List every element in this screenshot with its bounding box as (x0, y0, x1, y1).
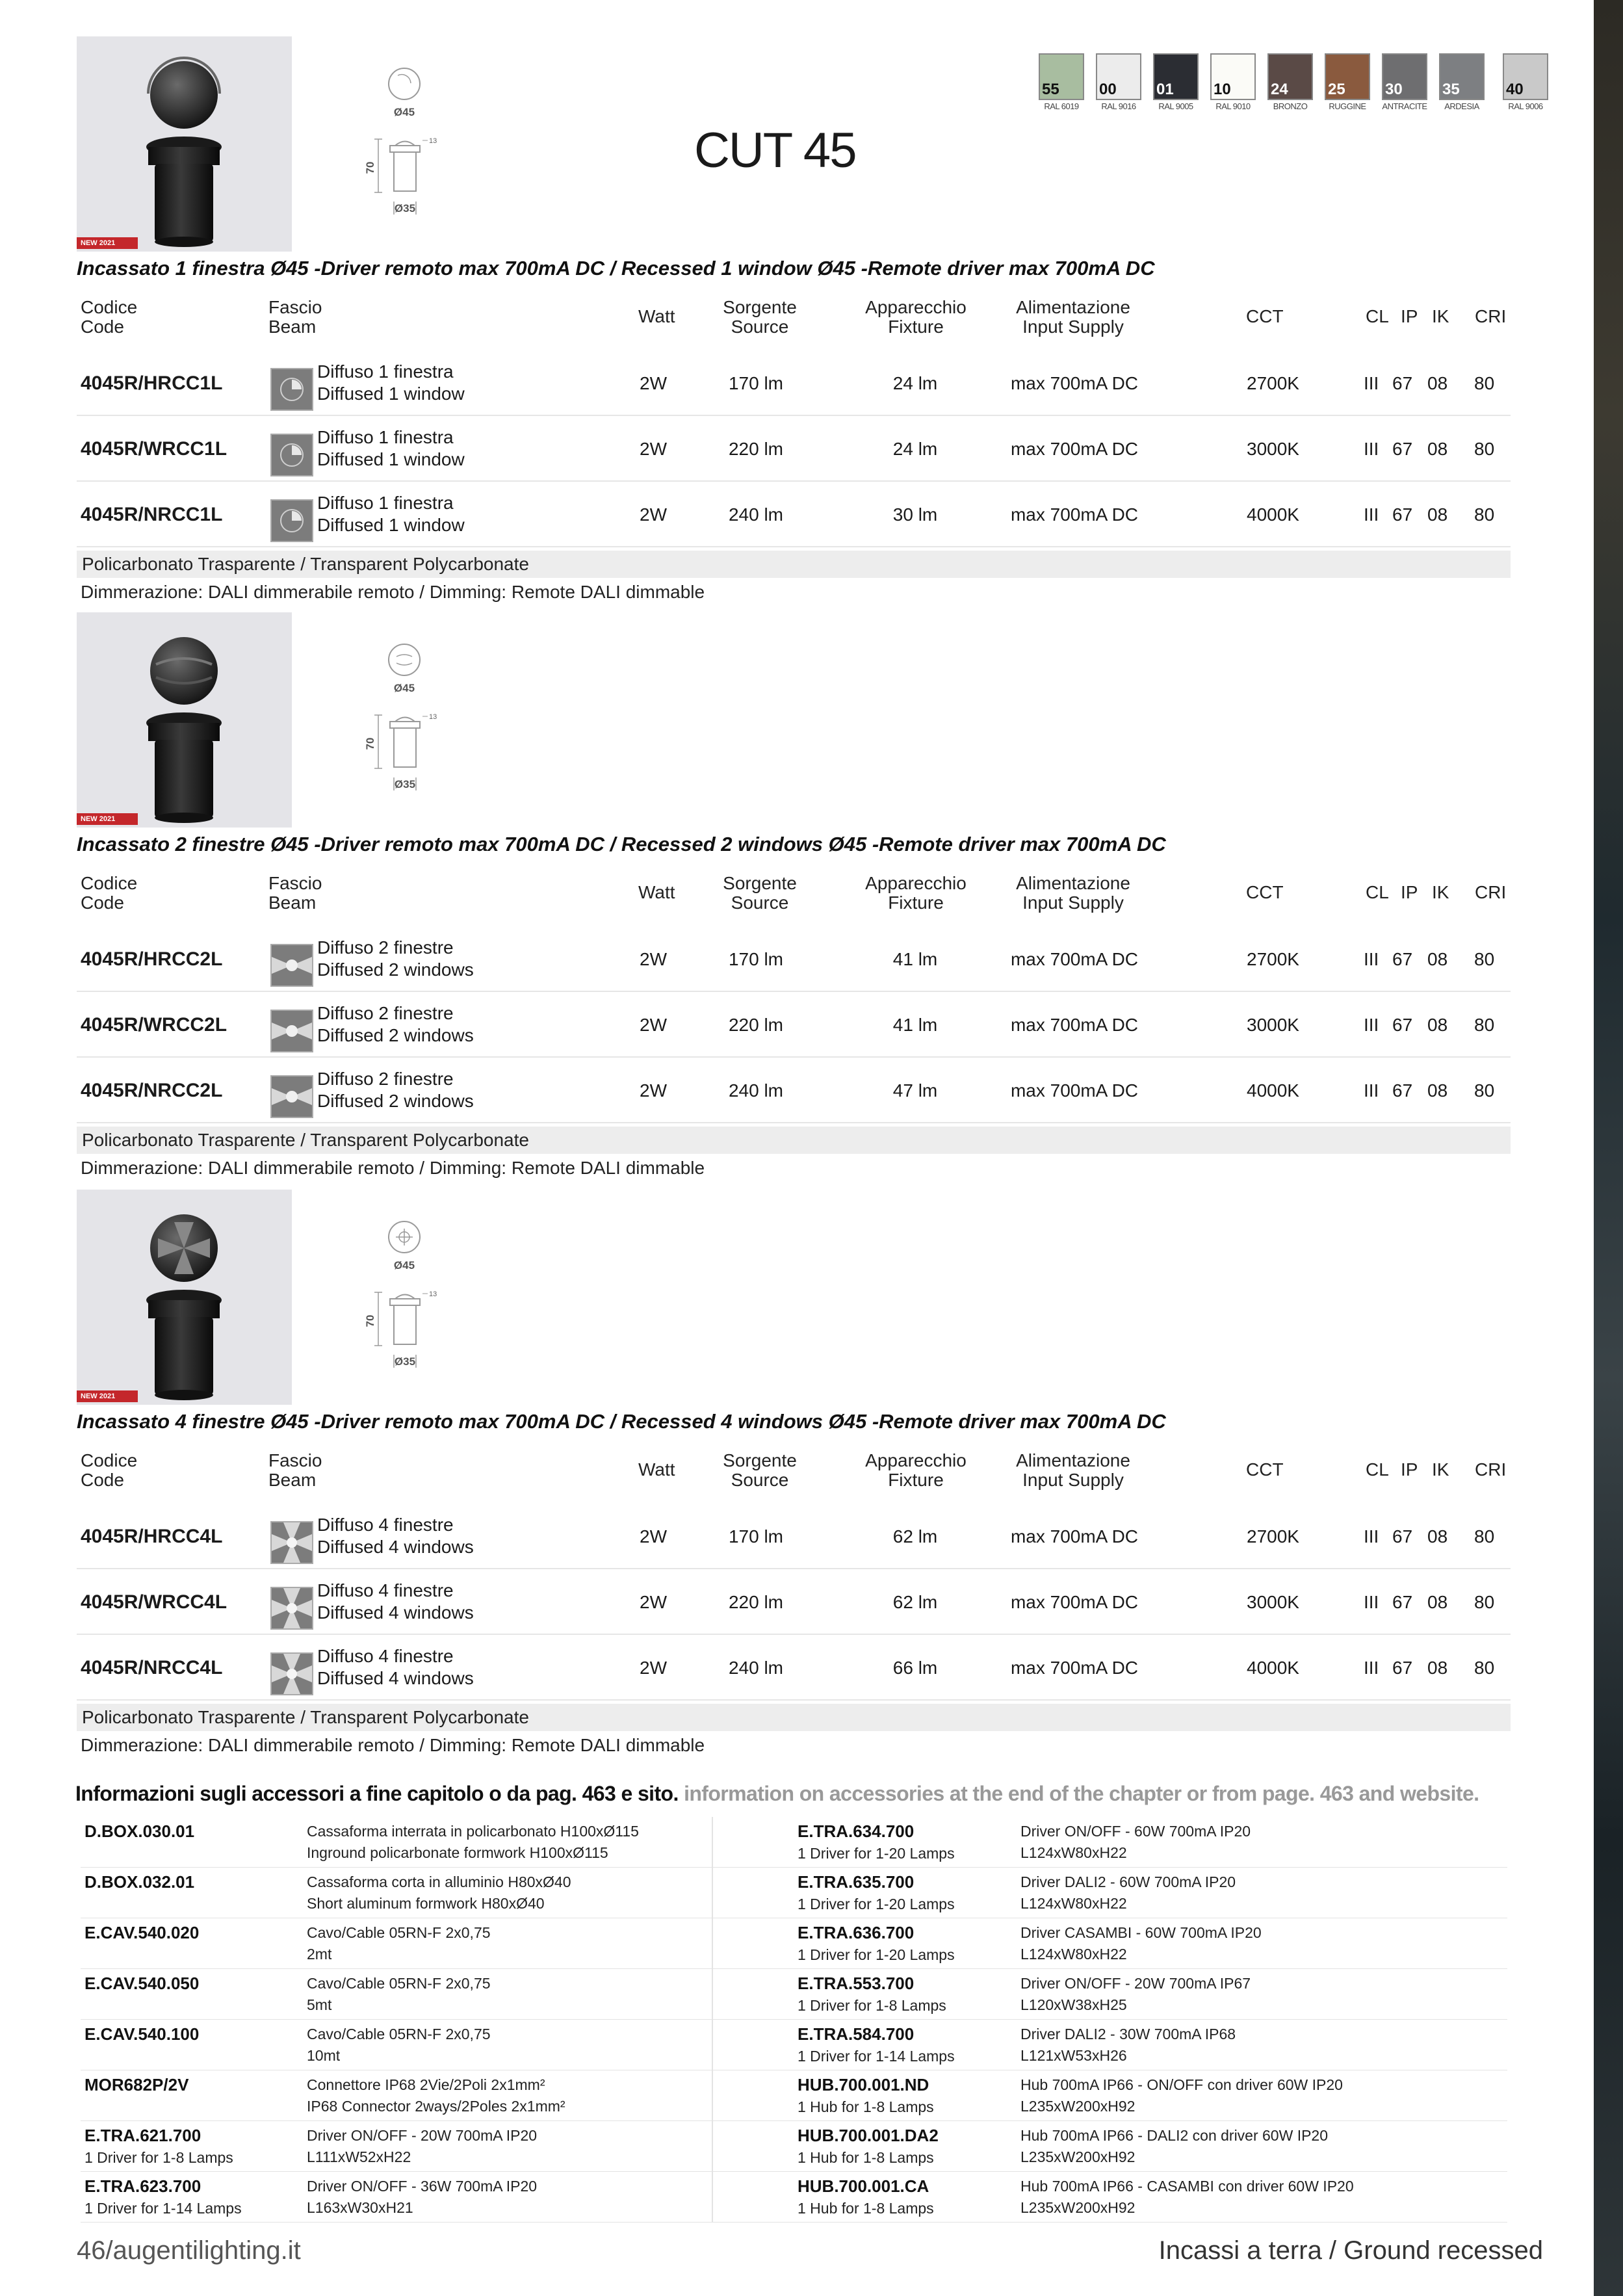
header-ip: IP (1401, 1459, 1418, 1480)
product-code: 4045R/WRCC1L (81, 438, 227, 460)
accessory-code: MOR682P/2V (84, 2075, 189, 2094)
accessory-code: HUB.700.001.CA 1 Hub for 1-8 Lamps (798, 2176, 934, 2217)
header-cct: CCT (1246, 1459, 1284, 1480)
cl-value: III (1364, 1592, 1379, 1612)
product-code: 4045R/NRCC4L (81, 1657, 223, 1678)
swatch-code: 30 (1385, 81, 1403, 98)
drawing-flange: 13 (429, 713, 437, 721)
swatch-label: RAL 9010 (1215, 101, 1251, 111)
accessory-code: E.TRA.621.700 1 Driver for 1-8 Lamps (84, 2126, 233, 2166)
header-source: Sorgente Source (723, 873, 797, 913)
header-beam: Fascio Beam (268, 1450, 322, 1490)
watt-value: 2W (640, 1526, 667, 1546)
source-lumen: 220 lm (728, 439, 784, 459)
header-supply: Alimentazione Input Supply (1016, 297, 1130, 337)
finish-swatch (1503, 53, 1548, 111)
swatch-code: 55 (1042, 81, 1059, 98)
ik-value: 08 (1427, 1658, 1448, 1678)
ip-value: 67 (1392, 373, 1413, 393)
drawing-height: 70 (364, 1314, 376, 1327)
drawing-diameter-bottom: Ø35 (394, 1355, 416, 1368)
cl-value: III (1364, 504, 1379, 525)
drawing-diameter-top: Ø45 (393, 1259, 415, 1272)
cl-value: III (1364, 1658, 1379, 1678)
material-note: Policarbonato Trasparente / Transparent Polycarbonate (77, 551, 1511, 578)
accessory-code: E.CAV.540.020 (84, 1923, 200, 1942)
finish-swatch (1210, 53, 1256, 111)
beam-description: Diffuso 2 finestre Diffused 2 windows (317, 1003, 474, 1045)
source-lumen: 220 lm (728, 1592, 784, 1612)
background-photo-edge (1594, 0, 1623, 2296)
accessory-code: HUB.700.001.DA2 1 Hub for 1-8 Lamps (798, 2126, 939, 2166)
ik-value: 08 (1427, 504, 1448, 525)
table-row[interactable] (77, 417, 1511, 482)
fixture-lumen: 41 lm (892, 949, 938, 969)
product-title: CUT 45 (694, 123, 856, 178)
ip-value: 67 (1392, 949, 1413, 969)
header-ik: IK (1432, 1459, 1449, 1480)
footer-page-site[interactable]: 46/augentilighting.it (77, 2236, 301, 2265)
cl-value: III (1364, 1015, 1379, 1035)
drawing-height: 70 (364, 161, 376, 174)
cl-value: III (1364, 949, 1379, 969)
finish-swatch (1382, 53, 1427, 111)
accessory-code: E.TRA.623.700 1 Driver for 1-14 Lamps (84, 2176, 242, 2217)
dimming-note: Dimmerazione: DALI dimmerabile remoto / Dimming: Remote DALI dimmable (81, 582, 705, 602)
accessory-row[interactable] (81, 2070, 1507, 2121)
drawing-flange: 13 (429, 137, 437, 145)
header-beam: Fascio Beam (268, 873, 322, 913)
section-heading: Incassato 2 finestre Ø45 -Driver remoto max 700mA DC / Recessed 2 windows Ø45 -Remote driver max 700mA DC (77, 833, 1166, 855)
finish-swatch (1153, 53, 1199, 111)
accessory-description: Driver DALI2 - 30W 700mA IP68 L121xW53xH26 (1020, 2026, 1236, 2064)
cri-value: 80 (1474, 439, 1495, 459)
watt-value: 2W (640, 504, 667, 525)
swatch-label: ANTRACITE (1382, 101, 1427, 111)
new-badge: NEW 2021 (77, 237, 138, 249)
finish-swatch (1039, 53, 1084, 111)
ip-value: 67 (1392, 1658, 1413, 1678)
header-code: Codice Code (81, 297, 138, 337)
accessory-description: Cassaforma corta in alluminio H80xØ40 Short aluminum formwork H80xØ40 (307, 1873, 571, 1912)
swatch-code: 01 (1156, 81, 1174, 98)
header-ip: IP (1401, 306, 1418, 326)
swatch-label: RAL 9006 (1508, 101, 1543, 111)
accessory-description: Cavo/Cable 05RN-F 2x0,75 2mt (307, 1924, 491, 1963)
beam-description: Diffuso 4 finestre Diffused 4 windows (317, 1580, 474, 1623)
header-cl: CL (1366, 882, 1389, 902)
header-source: Sorgente Source (723, 297, 797, 337)
header-cct: CCT (1246, 306, 1284, 326)
swatch-label: RUGGINE (1329, 101, 1366, 111)
drawing-diameter-bottom: Ø35 (394, 778, 416, 790)
drawing-diameter-bottom: Ø35 (394, 202, 416, 215)
swatch-color (1153, 53, 1199, 100)
swatch-code: 35 (1442, 81, 1460, 98)
swatch-label: RAL 9016 (1101, 101, 1136, 111)
technical-drawing (364, 638, 468, 807)
accessory-row[interactable] (81, 1817, 1507, 1868)
cl-value: III (1364, 1080, 1379, 1101)
product-photo (77, 612, 292, 828)
watt-value: 2W (640, 373, 667, 393)
header-code: Codice Code (81, 873, 138, 913)
new-badge: NEW 2021 (77, 1390, 138, 1402)
finish-swatch (1325, 53, 1370, 111)
accessory-row[interactable] (81, 1868, 1507, 1918)
accessory-row[interactable] (81, 2020, 1507, 2070)
cri-value: 80 (1474, 1526, 1495, 1546)
cri-value: 80 (1474, 949, 1495, 969)
header-cl: CL (1366, 306, 1389, 326)
table-row[interactable] (77, 351, 1511, 416)
fixture-lumen: 41 lm (892, 1015, 938, 1035)
header-ip: IP (1401, 882, 1418, 902)
input-supply: max 700mA DC (1010, 1015, 1139, 1035)
input-supply: max 700mA DC (1010, 1658, 1139, 1678)
accessory-description: Hub 700mA IP66 - CASAMBI con driver 60W IP20 L235xW200xH92 (1020, 2178, 1354, 2216)
spec-table-header (81, 874, 1511, 919)
accessory-code: E.TRA.635.700 1 Driver for 1-20 Lamps (798, 1872, 955, 1912)
cct-value: 4000K (1247, 504, 1299, 525)
swatch-code: 40 (1506, 81, 1524, 98)
cri-value: 80 (1474, 1658, 1495, 1678)
header-cri: CRI (1475, 1459, 1507, 1480)
section-heading: Incassato 4 finestre Ø45 -Driver remoto max 700mA DC / Recessed 4 windows Ø45 -Remote driver max 700mA DC (77, 1410, 1166, 1433)
spec-table-header (81, 298, 1511, 343)
ip-value: 67 (1392, 1526, 1413, 1546)
cri-value: 80 (1474, 1080, 1495, 1101)
header-cct: CCT (1246, 882, 1284, 902)
ip-value: 67 (1392, 1015, 1413, 1035)
ik-value: 08 (1427, 1526, 1448, 1546)
watt-value: 2W (640, 949, 667, 969)
finish-swatch (1096, 53, 1141, 111)
swatch-code: 10 (1214, 81, 1231, 98)
input-supply: max 700mA DC (1010, 504, 1139, 525)
fixture-lumen: 24 lm (892, 373, 938, 393)
spec-table-header (81, 1451, 1511, 1496)
swatch-color (1382, 53, 1427, 100)
swatch-color (1096, 53, 1141, 100)
beam-description: Diffuso 2 finestre Diffused 2 windows (317, 937, 474, 980)
swatch-color (1267, 53, 1313, 100)
swatch-label: RAL 9005 (1158, 101, 1193, 111)
beam-description: Diffuso 1 finestra Diffused 1 window (317, 361, 465, 404)
header-cri: CRI (1475, 306, 1507, 326)
cct-value: 2700K (1247, 949, 1299, 969)
accessory-description: Cavo/Cable 05RN-F 2x0,75 10mt (307, 2026, 491, 2064)
header-code: Codice Code (81, 1450, 138, 1490)
ip-value: 67 (1392, 504, 1413, 525)
accessories-column-divider (712, 1817, 713, 2223)
beam-diffused-icon (270, 499, 313, 542)
header-ik: IK (1432, 882, 1449, 902)
fixture-lumen: 66 lm (892, 1658, 938, 1678)
header-beam: Fascio Beam (268, 297, 322, 337)
accessory-description: Driver CASAMBI - 60W 700mA IP20 L124xW80xH22 (1020, 1924, 1262, 1963)
header-cl: CL (1366, 1459, 1389, 1480)
table-row[interactable] (77, 927, 1511, 992)
cct-value: 2700K (1247, 1526, 1299, 1546)
accessory-code: E.TRA.584.700 1 Driver for 1-14 Lamps (798, 2024, 955, 2065)
accessories-title (75, 1782, 1479, 1806)
accessory-description: Hub 700mA IP66 - DALI2 con driver 60W IP20 L235xW200xH92 (1020, 2127, 1329, 2165)
accessory-description: Connettore IP68 2Vie/2Poli 2x1mm² IP68 Connector 2ways/2Poles 2x1mm² (307, 2076, 565, 2115)
cri-value: 80 (1474, 1015, 1495, 1035)
beam-diffused-icon (270, 434, 313, 476)
swatch-color (1210, 53, 1256, 100)
table-row[interactable] (77, 993, 1511, 1058)
accessory-description: Cassaforma interrata in policarbonato H100xØ115 Inground policarbonate formwork H100xØ115 (307, 1823, 639, 1861)
fixture-lumen: 30 lm (892, 504, 938, 525)
finish-swatches (1039, 53, 1550, 118)
product-code: 4045R/HRCC4L (81, 1526, 223, 1547)
swatch-color (1039, 53, 1084, 100)
ik-value: 08 (1427, 439, 1448, 459)
fixture-lumen: 62 lm (892, 1592, 938, 1612)
header-source: Sorgente Source (723, 1450, 797, 1490)
section-heading: Incassato 1 finestra Ø45 -Driver remoto max 700mA DC / Recessed 1 window Ø45 -Remote driver max 700mA DC (77, 257, 1155, 280)
accessory-description: Cavo/Cable 05RN-F 2x0,75 5mt (307, 1975, 491, 2013)
ip-value: 67 (1392, 439, 1413, 459)
swatch-label: ARDESIA (1444, 101, 1479, 111)
product-code: 4045R/HRCC1L (81, 372, 223, 394)
product-photo (77, 1190, 292, 1405)
cl-value: III (1364, 1526, 1379, 1546)
material-note: Policarbonato Trasparente / Transparent Polycarbonate (77, 1704, 1511, 1731)
swatch-code: 25 (1328, 81, 1345, 98)
accessories-table (81, 1817, 1507, 2223)
table-row[interactable] (77, 1570, 1511, 1635)
accessory-code: D.BOX.032.01 (84, 1872, 195, 1892)
ik-value: 08 (1427, 1080, 1448, 1101)
accessory-code: E.CAV.540.050 (84, 1974, 200, 1993)
watt-value: 2W (640, 1080, 667, 1101)
source-lumen: 170 lm (728, 1526, 784, 1546)
ip-value: 67 (1392, 1080, 1413, 1101)
table-row[interactable] (77, 1058, 1511, 1123)
fixture-lumen: 62 lm (892, 1526, 938, 1546)
header-watt: Watt (638, 882, 675, 902)
technical-drawing (364, 62, 468, 231)
swatch-code: 24 (1271, 81, 1288, 98)
accessory-description: Driver ON/OFF - 20W 700mA IP20 L111xW52xH22 (307, 2127, 538, 2165)
fixture-lumen: 47 lm (892, 1080, 938, 1101)
cri-value: 80 (1474, 504, 1495, 525)
new-badge: NEW 2021 (77, 813, 138, 825)
accessory-row[interactable] (81, 1918, 1507, 1969)
header-cri: CRI (1475, 882, 1507, 902)
swatch-color (1325, 53, 1370, 100)
beam-diffused-icon (270, 1521, 313, 1564)
beam-diffused-icon (270, 368, 313, 411)
swatch-label: RAL 6019 (1044, 101, 1079, 111)
source-lumen: 170 lm (728, 949, 784, 969)
cl-value: III (1364, 439, 1379, 459)
input-supply: max 700mA DC (1010, 373, 1139, 393)
fixture-lumen: 24 lm (892, 439, 938, 459)
product-code: 4045R/HRCC2L (81, 948, 223, 970)
accessory-row[interactable] (81, 2172, 1507, 2223)
drawing-diameter-top: Ø45 (393, 106, 415, 118)
beam-diffused-icon (270, 1010, 313, 1052)
source-lumen: 240 lm (728, 1658, 784, 1678)
watt-value: 2W (640, 1658, 667, 1678)
input-supply: max 700mA DC (1010, 1526, 1139, 1546)
accessory-code: E.TRA.553.700 1 Driver for 1-8 Lamps (798, 1974, 946, 2014)
swatch-code: 00 (1099, 81, 1117, 98)
accessory-code: E.TRA.634.700 1 Driver for 1-20 Lamps (798, 1821, 955, 1862)
header-supply: Alimentazione Input Supply (1016, 1450, 1130, 1490)
header-fixture: Apparecchio Fixture (865, 1450, 967, 1490)
accessory-description: Driver ON/OFF - 36W 700mA IP20 L163xW30xH21 (307, 2178, 538, 2216)
source-lumen: 220 lm (728, 1015, 784, 1035)
beam-description: Diffuso 4 finestre Diffused 4 windows (317, 1646, 474, 1688)
ik-value: 08 (1427, 949, 1448, 969)
swatch-color (1503, 53, 1548, 100)
header-fixture: Apparecchio Fixture (865, 873, 967, 913)
header-fixture: Apparecchio Fixture (865, 297, 967, 337)
table-row[interactable] (77, 482, 1511, 547)
beam-diffused-icon (270, 1075, 313, 1118)
beam-description: Diffuso 1 finestra Diffused 1 window (317, 493, 465, 535)
dimming-note: Dimmerazione: DALI dimmerabile remoto / Dimming: Remote DALI dimmable (81, 1158, 705, 1178)
material-note: Policarbonato Trasparente / Transparent Polycarbonate (77, 1127, 1511, 1154)
product-photo (77, 36, 292, 252)
ik-value: 08 (1427, 373, 1448, 393)
input-supply: max 700mA DC (1010, 1592, 1139, 1612)
beam-description: Diffuso 1 finestra Diffused 1 window (317, 427, 465, 469)
cct-value: 4000K (1247, 1658, 1299, 1678)
drawing-flange: 13 (429, 1290, 437, 1298)
ik-value: 08 (1427, 1592, 1448, 1612)
accessory-description: Driver DALI2 - 60W 700mA IP20 L124xW80xH22 (1020, 1873, 1236, 1912)
accessory-code: HUB.700.001.ND 1 Hub for 1-8 Lamps (798, 2075, 934, 2115)
cri-value: 80 (1474, 1592, 1495, 1612)
product-code: 4045R/WRCC4L (81, 1591, 227, 1613)
cct-value: 3000K (1247, 1592, 1299, 1612)
accessory-code: E.CAV.540.100 (84, 2024, 200, 2044)
product-code: 4045R/WRCC2L (81, 1014, 227, 1036)
beam-diffused-icon (270, 944, 313, 987)
watt-value: 2W (640, 1015, 667, 1035)
accessory-description: Driver ON/OFF - 20W 700mA IP67 L120xW38xH25 (1020, 1975, 1251, 2013)
source-lumen: 240 lm (728, 1080, 784, 1101)
dimming-note: Dimmerazione: DALI dimmerabile remoto / Dimming: Remote DALI dimmable (81, 1735, 705, 1755)
technical-drawing (364, 1216, 468, 1385)
accessory-row[interactable] (81, 2121, 1507, 2172)
beam-diffused-icon (270, 1587, 313, 1630)
swatch-label: BRONZO (1273, 101, 1308, 111)
cct-value: 3000K (1247, 439, 1299, 459)
cct-value: 4000K (1247, 1080, 1299, 1101)
accessory-description: Driver ON/OFF - 60W 700mA IP20 L124xW80xH22 (1020, 1823, 1251, 1861)
header-watt: Watt (638, 1459, 675, 1480)
table-row[interactable] (77, 1636, 1511, 1701)
source-lumen: 240 lm (728, 504, 784, 525)
source-lumen: 170 lm (728, 373, 784, 393)
product-code: 4045R/NRCC2L (81, 1080, 223, 1101)
cct-value: 3000K (1247, 1015, 1299, 1035)
input-supply: max 700mA DC (1010, 949, 1139, 969)
input-supply: max 700mA DC (1010, 1080, 1139, 1101)
accessories-title-it: Informazioni sugli accessori a fine capitolo o da pag. 463 e sito. (75, 1782, 679, 1805)
finish-swatch (1439, 53, 1485, 111)
beam-description: Diffuso 2 finestre Diffused 2 windows (317, 1069, 474, 1111)
accessory-row[interactable] (81, 1969, 1507, 2020)
header-supply: Alimentazione Input Supply (1016, 873, 1130, 913)
accessories-title-en: information on accessories at the end of the chapter or from page. 463 and website. (684, 1782, 1479, 1805)
footer-chapter: Incassi a terra / Ground recessed (1158, 2236, 1543, 2265)
swatch-color (1439, 53, 1485, 100)
beam-diffused-icon (270, 1652, 313, 1695)
input-supply: max 700mA DC (1010, 439, 1139, 459)
accessory-description: Hub 700mA IP66 - ON/OFF con driver 60W IP20 L235xW200xH92 (1020, 2076, 1343, 2115)
drawing-diameter-top: Ø45 (393, 682, 415, 694)
header-ik: IK (1432, 306, 1449, 326)
finish-swatch (1267, 53, 1313, 111)
cl-value: III (1364, 373, 1379, 393)
beam-description: Diffuso 4 finestre Diffused 4 windows (317, 1515, 474, 1557)
watt-value: 2W (640, 1592, 667, 1612)
header-watt: Watt (638, 306, 675, 326)
accessory-code: E.TRA.636.700 1 Driver for 1-20 Lamps (798, 1923, 955, 1963)
watt-value: 2W (640, 439, 667, 459)
cri-value: 80 (1474, 373, 1495, 393)
product-code: 4045R/NRCC1L (81, 504, 223, 525)
drawing-height: 70 (364, 737, 376, 750)
ik-value: 08 (1427, 1015, 1448, 1035)
accessory-code: D.BOX.030.01 (84, 1821, 195, 1841)
ip-value: 67 (1392, 1592, 1413, 1612)
table-row[interactable] (77, 1504, 1511, 1569)
cct-value: 2700K (1247, 373, 1299, 393)
